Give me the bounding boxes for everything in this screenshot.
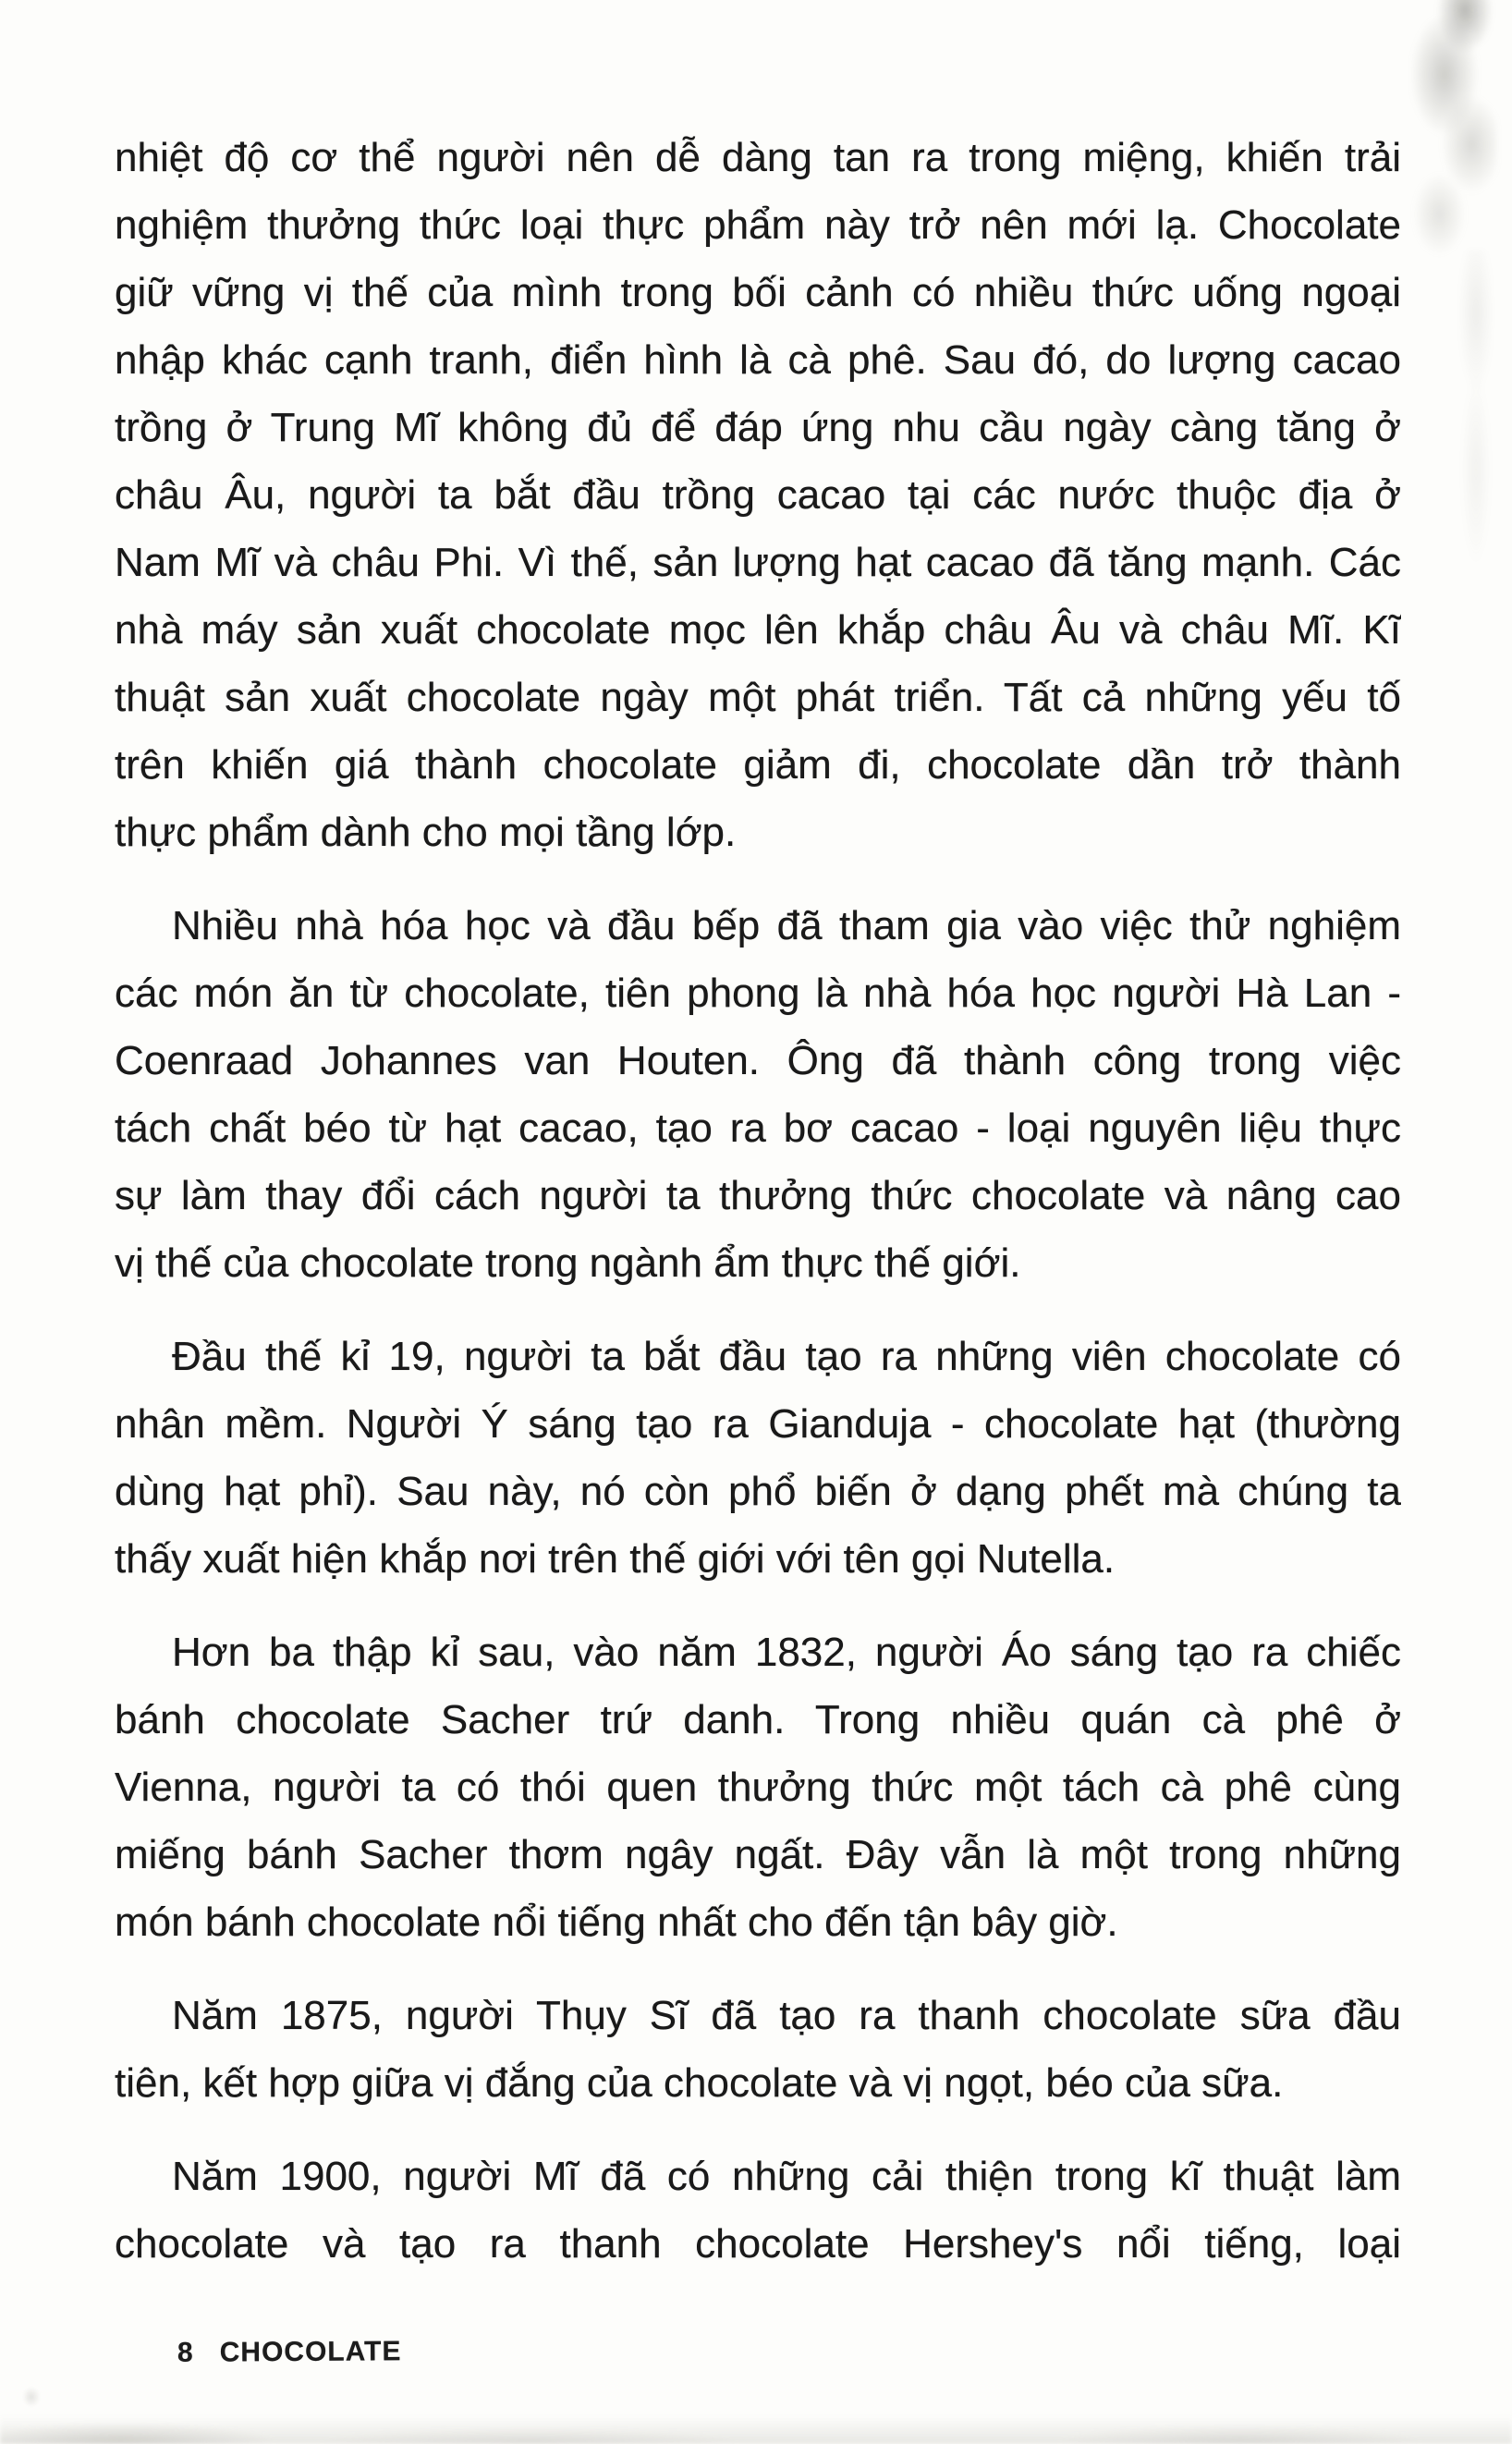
paragraph — [115, 1619, 1401, 1956]
paragraph — [115, 2143, 1401, 2278]
text-line: Đầu thế kỉ 19, người ta bắt đầu tạo ra những viên chocolate có — [172, 1334, 1401, 1379]
paragraph — [115, 124, 1401, 866]
scan-shadow-right-edge — [1458, 250, 1494, 564]
text-line: Nhiều nhà hóa học và đầu bếp đã tham gia vào việc thử nghiệm — [172, 903, 1401, 948]
text-line: châu Âu, người ta bắt đầu trồng cacao tại các nước thuộc địa ở — [115, 472, 1401, 518]
text-line: nhiệt độ cơ thể người nên dễ dàng tan ra trong miệng, khiến trải — [115, 135, 1401, 180]
text-line: các món ăn từ chocolate, tiên phong là nhà hóa học người Hà Lan - — [115, 971, 1401, 1016]
running-footer-title: CHOCOLATE — [219, 2336, 402, 2368]
text-line: trên khiến giá thành chocolate giảm đi, chocolate dần trở thành — [115, 742, 1401, 788]
text-line: nhân mềm. Người Ý sáng tạo ra Gianduja - chocolate hạt (thường — [115, 1401, 1401, 1447]
text-line: tách chất béo từ hạt cacao, tạo ra bơ cacao - loại nguyên liệu thực — [115, 1106, 1401, 1151]
text-line: thuật sản xuất chocolate ngày một phát triển. Tất cả những yếu tố — [115, 675, 1401, 720]
text-line: giữ vững vị thế của mình trong bối cảnh có nhiều thức uống ngoại — [115, 270, 1401, 315]
text-line: nghiệm thưởng thức loại thực phẩm này trở nên mới lạ. Chocolate — [115, 202, 1401, 248]
text-line: vị thế của chocolate trong ngành ẩm thực thế giới. — [115, 1240, 1021, 1286]
page-footer — [177, 2336, 402, 2368]
text-line: thực phẩm dành cho mọi tầng lớp. — [115, 810, 737, 855]
text-line: thấy xuất hiện khắp nơi trên thế giới với tên gọi Nutella. — [115, 1536, 1116, 1582]
text-line: miếng bánh Sacher thơm ngây ngất. Đây vẫn là một trong những — [115, 1832, 1401, 1877]
text-line: trồng ở Trung Mĩ không đủ để đáp ứng nhu cầu ngày càng tăng ở — [115, 405, 1401, 450]
text-line: Vienna, người ta có thói quen thưởng thức một tách cà phê cùng — [115, 1765, 1401, 1810]
text-line: Coenraad Johannes van Houten. Ông đã thành công trong việc — [115, 1038, 1401, 1083]
page-body — [115, 124, 1401, 2278]
page-number: 8 — [177, 2337, 194, 2368]
text-line: Năm 1875, người Thụy Sĩ đã tạo ra thanh chocolate sữa đầu — [172, 1993, 1401, 2038]
text-line: chocolate và tạo ra thanh chocolate Hershey's nổi tiếng, loại — [115, 2221, 1401, 2267]
paragraph — [115, 1323, 1401, 1593]
text-line: dùng hạt phỉ). Sau này, nó còn phổ biến ở dạng phết mà chúng ta — [115, 1469, 1401, 1514]
text-line: Nam Mĩ và châu Phi. Vì thế, sản lượng hạt cacao đã tăng mạnh. Các — [115, 540, 1401, 585]
text-line: tiên, kết hợp giữa vị đắng của chocolate và vị ngọt, béo của sữa. — [115, 2060, 1284, 2106]
text-line: nhà máy sản xuất chocolate mọc lên khắp châu Âu và châu Mĩ. Kĩ — [115, 607, 1401, 653]
scan-shadow-bottom-edge — [0, 2407, 1512, 2444]
text-line: sự làm thay đổi cách người ta thưởng thức chocolate và nâng cao — [115, 1173, 1401, 1218]
scan-speck-bottom-left — [13, 2376, 50, 2418]
text-line: nhập khác cạnh tranh, điển hình là cà phê. Sau đó, do lượng cacao — [115, 337, 1401, 383]
text-line: Năm 1900, người Mĩ đã có những cải thiện trong kĩ thuật làm — [172, 2154, 1401, 2199]
paragraph — [115, 1982, 1401, 2117]
text-line: bánh chocolate Sacher trứ danh. Trong nhiều quán cà phê ở — [115, 1697, 1401, 1742]
scan-shadow-top-right — [1412, 0, 1497, 257]
paragraph — [115, 892, 1401, 1297]
text-line: Hơn ba thập kỉ sau, vào năm 1832, người Áo sáng tạo ra chiếc — [172, 1630, 1401, 1675]
text-line: món bánh chocolate nổi tiếng nhất cho đến tận bây giờ. — [115, 1900, 1118, 1945]
